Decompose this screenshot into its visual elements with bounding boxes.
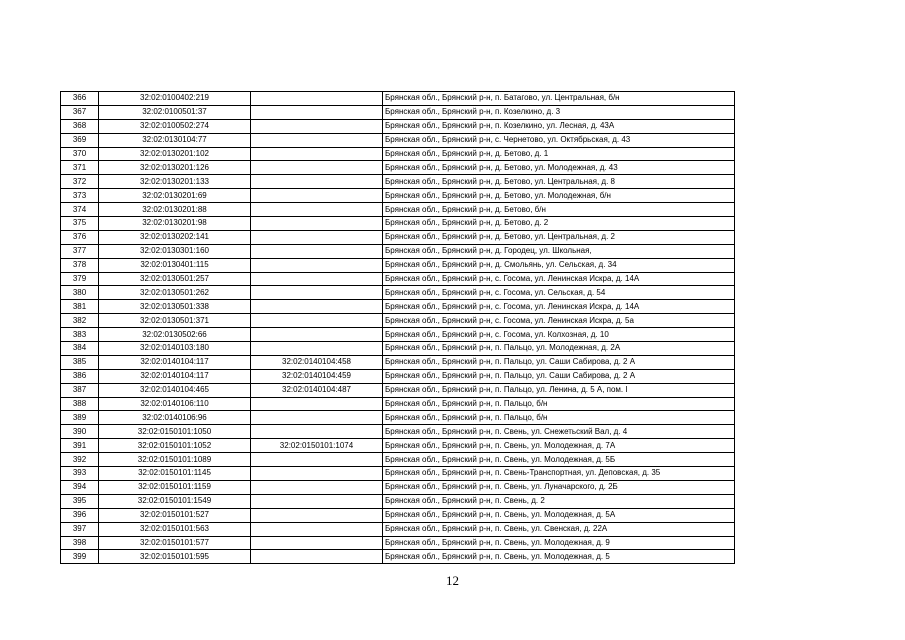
cadastral-number-cell: 32:02:0130501:262 xyxy=(99,286,251,300)
address-cell: Брянская обл., Брянский р-н, п. Свень, ул. Луначарского, д. 2Б xyxy=(383,480,735,494)
cadastral-number-cell: 32:02:0130201:88 xyxy=(99,203,251,217)
row-number-cell: 395 xyxy=(61,494,99,508)
cadastral-number-cell: 32:02:0140104:117 xyxy=(99,369,251,383)
related-cadastral-number-cell: 32:02:0140104:458 xyxy=(251,355,383,369)
related-cadastral-number-cell xyxy=(251,342,383,356)
row-number-cell: 399 xyxy=(61,550,99,564)
row-number-cell: 379 xyxy=(61,272,99,286)
row-number-cell: 371 xyxy=(61,161,99,175)
table-row xyxy=(61,439,735,453)
cadastral-number-cell: 32:02:0140106:110 xyxy=(99,397,251,411)
cadastral-number-cell: 32:02:0130501:257 xyxy=(99,272,251,286)
address-cell: Брянская обл., Брянский р-н, д. Бетово, д. 1 xyxy=(383,147,735,161)
row-number-cell: 375 xyxy=(61,217,99,231)
address-cell: Брянская обл., Брянский р-н, п. Пальцо, б/н xyxy=(383,397,735,411)
table-row xyxy=(61,467,735,481)
table-row xyxy=(61,383,735,397)
cadastral-number-cell: 32:02:0130501:371 xyxy=(99,314,251,328)
cadastral-number-cell: 32:02:0130201:98 xyxy=(99,217,251,231)
cadastral-number-cell: 32:02:0130502:66 xyxy=(99,328,251,342)
address-cell: Брянская обл., Брянский р-н, п. Пальцо, б/н xyxy=(383,411,735,425)
address-cell: Брянская обл., Брянский р-н, с. Госома, ул. Сельская, д. 54 xyxy=(383,286,735,300)
cadastral-number-cell: 32:02:0150101:563 xyxy=(99,522,251,536)
table-row xyxy=(61,300,735,314)
address-cell: Брянская обл., Брянский р-н, п. Батагово, ул. Центральная, б/н xyxy=(383,92,735,106)
related-cadastral-number-cell xyxy=(251,453,383,467)
related-cadastral-number-cell xyxy=(251,133,383,147)
related-cadastral-number-cell xyxy=(251,189,383,203)
cadastral-number-cell: 32:02:0150101:1089 xyxy=(99,453,251,467)
related-cadastral-number-cell xyxy=(251,217,383,231)
address-cell: Брянская обл., Брянский р-н, д. Бетово, ул. Центральная, д. 2 xyxy=(383,230,735,244)
cadastral-number-cell: 32:02:0150101:527 xyxy=(99,508,251,522)
table-row xyxy=(61,161,735,175)
cadastral-number-cell: 32:02:0130501:338 xyxy=(99,300,251,314)
cadastral-number-cell: 32:02:0150101:1052 xyxy=(99,439,251,453)
row-number-cell: 372 xyxy=(61,175,99,189)
address-cell: Брянская обл., Брянский р-н, п. Свень, ул. Молодежная, д. 5Б xyxy=(383,453,735,467)
address-cell: Брянская обл., Брянский р-н, д. Бетово, д. 2 xyxy=(383,217,735,231)
related-cadastral-number-cell xyxy=(251,328,383,342)
row-number-cell: 366 xyxy=(61,92,99,106)
cadastral-number-cell: 32:02:0130201:133 xyxy=(99,175,251,189)
table-row xyxy=(61,480,735,494)
table-row xyxy=(61,244,735,258)
table-row xyxy=(61,92,735,106)
table-row xyxy=(61,342,735,356)
table-row xyxy=(61,217,735,231)
address-cell: Брянская обл., Брянский р-н, д. Бетово, ул. Молодежная, д. 43 xyxy=(383,161,735,175)
cadastral-number-cell: 32:02:0140104:465 xyxy=(99,383,251,397)
address-cell: Брянская обл., Брянский р-н, д. Городец, ул. Школьная, xyxy=(383,244,735,258)
cadastral-number-cell: 32:02:0150101:1159 xyxy=(99,480,251,494)
table-row xyxy=(61,453,735,467)
related-cadastral-number-cell xyxy=(251,300,383,314)
property-registry-table xyxy=(60,91,735,564)
address-cell: Брянская обл., Брянский р-н, п. Свень, ул. Свенская, д. 22А xyxy=(383,522,735,536)
table-row xyxy=(61,175,735,189)
related-cadastral-number-cell xyxy=(251,467,383,481)
table-row xyxy=(61,328,735,342)
registry-table-body xyxy=(61,92,735,564)
address-cell: Брянская обл., Брянский р-н, п. Свень, д. 2 xyxy=(383,494,735,508)
cadastral-number-cell: 32:02:0100501:37 xyxy=(99,105,251,119)
row-number-cell: 384 xyxy=(61,342,99,356)
row-number-cell: 396 xyxy=(61,508,99,522)
table-row xyxy=(61,425,735,439)
address-cell: Брянская обл., Брянский р-н, п. Свень-Транспортная, ул. Деповская, д. 35 xyxy=(383,467,735,481)
address-cell: Брянская обл., Брянский р-н, п. Свень, ул. Молодежная, д. 7А xyxy=(383,439,735,453)
cadastral-number-cell: 32:02:0130201:102 xyxy=(99,147,251,161)
cadastral-number-cell: 32:02:0100502:274 xyxy=(99,119,251,133)
table-row xyxy=(61,369,735,383)
row-number-cell: 386 xyxy=(61,369,99,383)
row-number-cell: 394 xyxy=(61,480,99,494)
cadastral-number-cell: 32:02:0150101:1549 xyxy=(99,494,251,508)
address-cell: Брянская обл., Брянский р-н, п. Пальцо, ул. Саши Сабирова, д. 2 А xyxy=(383,355,735,369)
cadastral-number-cell: 32:02:0100402:219 xyxy=(99,92,251,106)
related-cadastral-number-cell xyxy=(251,411,383,425)
row-number-cell: 387 xyxy=(61,383,99,397)
cadastral-number-cell: 32:02:0140106:96 xyxy=(99,411,251,425)
cadastral-number-cell: 32:02:0130201:126 xyxy=(99,161,251,175)
table-row xyxy=(61,272,735,286)
table-row xyxy=(61,550,735,564)
related-cadastral-number-cell xyxy=(251,536,383,550)
table-row xyxy=(61,397,735,411)
cadastral-number-cell: 32:02:0150101:577 xyxy=(99,536,251,550)
table-row xyxy=(61,230,735,244)
address-cell: Брянская обл., Брянский р-н, п. Свень, ул. Молодежная, д. 5 xyxy=(383,550,735,564)
cadastral-number-cell: 32:02:0130401:115 xyxy=(99,258,251,272)
address-cell: Брянская обл., Брянский р-н, п. Пальцо, ул. Саши Сабирова, д. 2 А xyxy=(383,369,735,383)
related-cadastral-number-cell xyxy=(251,175,383,189)
cadastral-number-cell: 32:02:0130104:77 xyxy=(99,133,251,147)
table-row xyxy=(61,119,735,133)
cadastral-number-cell: 32:02:0130301:160 xyxy=(99,244,251,258)
address-cell: Брянская обл., Брянский р-н, д. Бетово, ул. Молодежная, б/н xyxy=(383,189,735,203)
related-cadastral-number-cell xyxy=(251,272,383,286)
row-number-cell: 374 xyxy=(61,203,99,217)
row-number-cell: 376 xyxy=(61,230,99,244)
table-row xyxy=(61,133,735,147)
row-number-cell: 391 xyxy=(61,439,99,453)
row-number-cell: 389 xyxy=(61,411,99,425)
related-cadastral-number-cell xyxy=(251,480,383,494)
related-cadastral-number-cell xyxy=(251,92,383,106)
table-row xyxy=(61,494,735,508)
related-cadastral-number-cell xyxy=(251,244,383,258)
address-cell: Брянская обл., Брянский р-н, п. Козелкино, д. 3 xyxy=(383,105,735,119)
related-cadastral-number-cell xyxy=(251,550,383,564)
address-cell: Брянская обл., Брянский р-н, д. Бетово, б/н xyxy=(383,203,735,217)
row-number-cell: 392 xyxy=(61,453,99,467)
related-cadastral-number-cell xyxy=(251,119,383,133)
table-row xyxy=(61,286,735,300)
table-row xyxy=(61,203,735,217)
related-cadastral-number-cell xyxy=(251,508,383,522)
address-cell: Брянская обл., Брянский р-н, с. Госома, ул. Ленинская Искра, д. 5а xyxy=(383,314,735,328)
cadastral-number-cell: 32:02:0130201:69 xyxy=(99,189,251,203)
address-cell: Брянская обл., Брянский р-н, п. Козелкино, ул. Лесная, д. 43А xyxy=(383,119,735,133)
related-cadastral-number-cell: 32:02:0150101:1074 xyxy=(251,439,383,453)
related-cadastral-number-cell xyxy=(251,147,383,161)
cadastral-number-cell: 32:02:0150101:1145 xyxy=(99,467,251,481)
related-cadastral-number-cell: 32:02:0140104:459 xyxy=(251,369,383,383)
row-number-cell: 368 xyxy=(61,119,99,133)
table-row xyxy=(61,314,735,328)
row-number-cell: 377 xyxy=(61,244,99,258)
address-cell: Брянская обл., Брянский р-н, п. Свень, ул. Молодежная, д. 5А xyxy=(383,508,735,522)
address-cell: Брянская обл., Брянский р-н, п. Пальцо, ул. Молодежная, д. 2А xyxy=(383,342,735,356)
related-cadastral-number-cell xyxy=(251,230,383,244)
table-row xyxy=(61,536,735,550)
row-number-cell: 370 xyxy=(61,147,99,161)
related-cadastral-number-cell xyxy=(251,258,383,272)
cadastral-number-cell: 32:02:0140103:180 xyxy=(99,342,251,356)
related-cadastral-number-cell xyxy=(251,397,383,411)
row-number-cell: 383 xyxy=(61,328,99,342)
row-number-cell: 369 xyxy=(61,133,99,147)
cadastral-number-cell: 32:02:0150101:595 xyxy=(99,550,251,564)
row-number-cell: 397 xyxy=(61,522,99,536)
cadastral-number-cell: 32:02:0140104:117 xyxy=(99,355,251,369)
row-number-cell: 398 xyxy=(61,536,99,550)
related-cadastral-number-cell xyxy=(251,522,383,536)
row-number-cell: 373 xyxy=(61,189,99,203)
related-cadastral-number-cell xyxy=(251,494,383,508)
address-cell: Брянская обл., Брянский р-н, д. Бетово, ул. Центральная, д. 8 xyxy=(383,175,735,189)
table-row xyxy=(61,508,735,522)
address-cell: Брянская обл., Брянский р-н, п. Свень, ул. Молодежная, д. 9 xyxy=(383,536,735,550)
table-row xyxy=(61,522,735,536)
table-row xyxy=(61,189,735,203)
address-cell: Брянская обл., Брянский р-н, п. Свень, ул. Снежетьский Вал, д. 4 xyxy=(383,425,735,439)
table-row xyxy=(61,355,735,369)
row-number-cell: 388 xyxy=(61,397,99,411)
address-cell: Брянская обл., Брянский р-н, с. Чернетово, ул. Октябрьская, д. 43 xyxy=(383,133,735,147)
row-number-cell: 380 xyxy=(61,286,99,300)
row-number-cell: 385 xyxy=(61,355,99,369)
table-row xyxy=(61,105,735,119)
row-number-cell: 378 xyxy=(61,258,99,272)
table-row xyxy=(61,147,735,161)
row-number-cell: 382 xyxy=(61,314,99,328)
related-cadastral-number-cell xyxy=(251,314,383,328)
row-number-cell: 390 xyxy=(61,425,99,439)
table-row xyxy=(61,411,735,425)
related-cadastral-number-cell: 32:02:0140104:487 xyxy=(251,383,383,397)
address-cell: Брянская обл., Брянский р-н, д. Смольянь, ул. Сельская, д. 34 xyxy=(383,258,735,272)
cadastral-number-cell: 32:02:0130202:141 xyxy=(99,230,251,244)
table-row xyxy=(61,258,735,272)
address-cell: Брянская обл., Брянский р-н, с. Госома, ул. Колхозная, д. 10 xyxy=(383,328,735,342)
address-cell: Брянская обл., Брянский р-н, с. Госома, ул. Ленинская Искра, д. 14А xyxy=(383,272,735,286)
address-cell: Брянская обл., Брянский р-н, с. Госома, ул. Ленинская Искра, д. 14А xyxy=(383,300,735,314)
related-cadastral-number-cell xyxy=(251,425,383,439)
related-cadastral-number-cell xyxy=(251,161,383,175)
related-cadastral-number-cell xyxy=(251,105,383,119)
related-cadastral-number-cell xyxy=(251,203,383,217)
row-number-cell: 381 xyxy=(61,300,99,314)
cadastral-number-cell: 32:02:0150101:1050 xyxy=(99,425,251,439)
row-number-cell: 393 xyxy=(61,467,99,481)
page-number: 12 xyxy=(446,573,459,588)
related-cadastral-number-cell xyxy=(251,286,383,300)
row-number-cell: 367 xyxy=(61,105,99,119)
address-cell: Брянская обл., Брянский р-н, п. Пальцо, ул. Ленина, д. 5 А, пом. I xyxy=(383,383,735,397)
